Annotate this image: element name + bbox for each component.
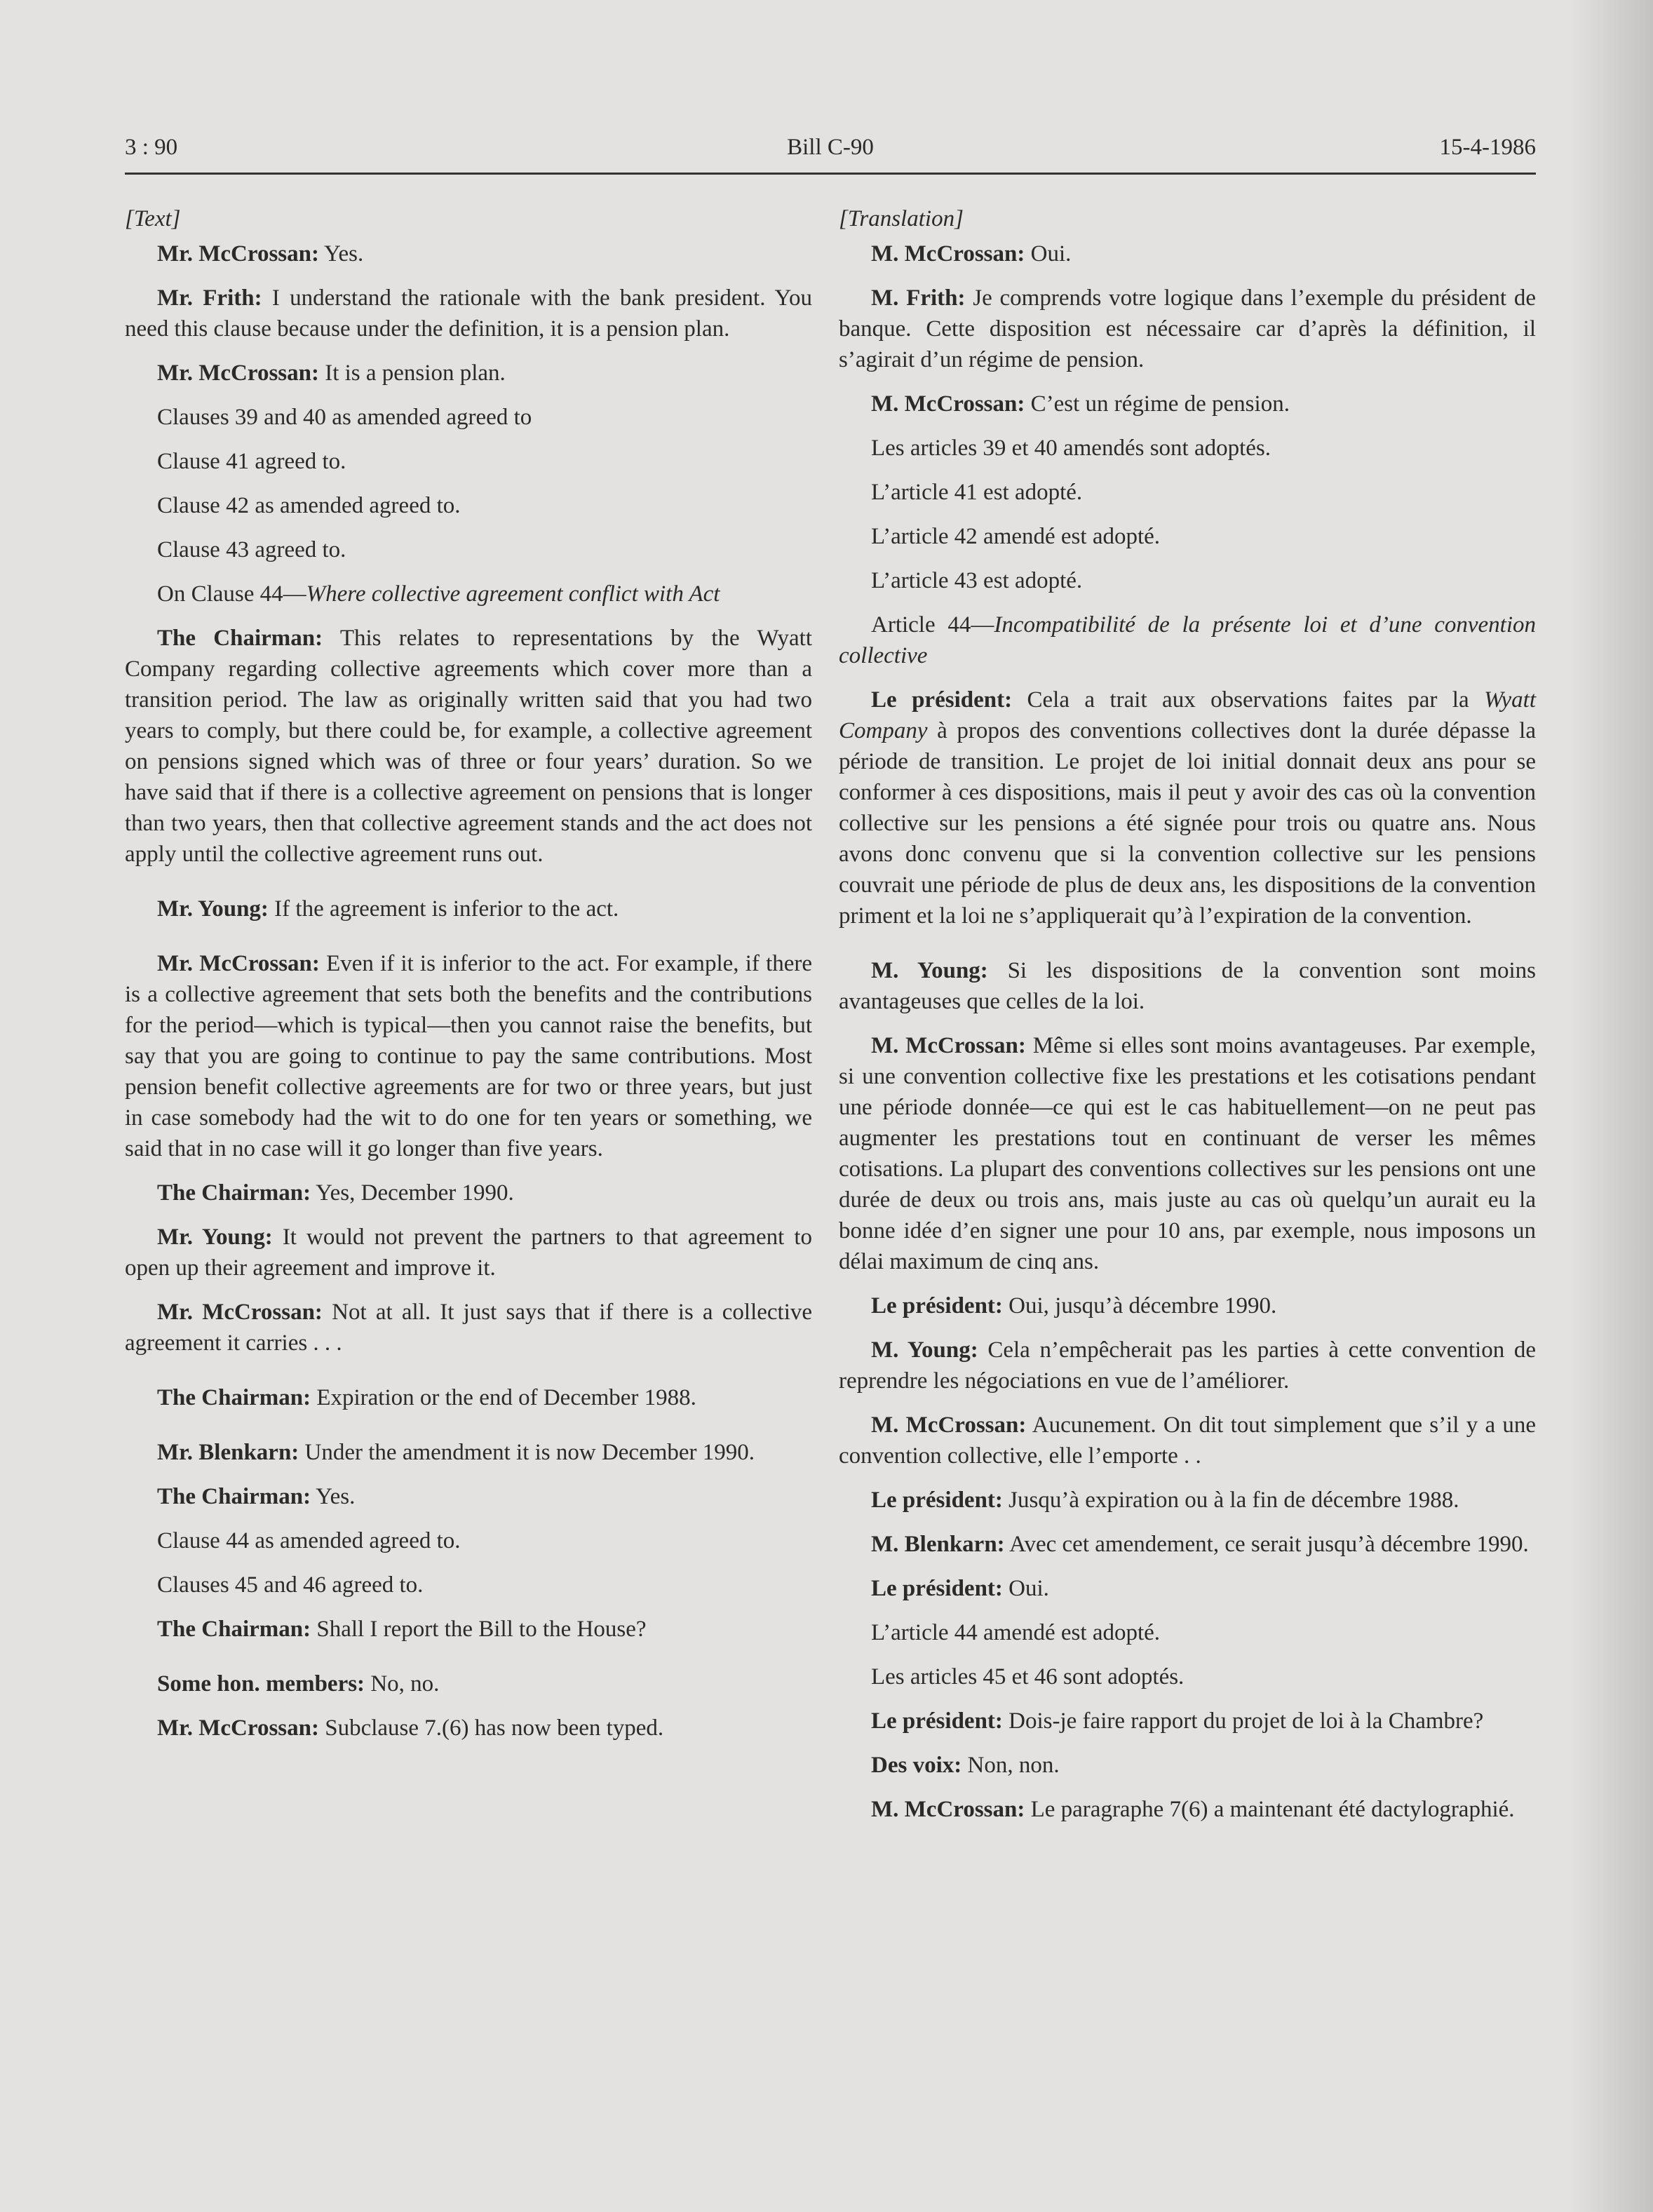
clause-heading bbox=[125, 579, 812, 609]
speaker: Mr. McCrossan: bbox=[157, 1300, 323, 1325]
speech: Cela a trait aux observations faites par la bbox=[1027, 687, 1469, 713]
speech: Under the amendment it is now December 1990. bbox=[304, 1440, 755, 1465]
speaker: M. McCrossan: bbox=[871, 1797, 1025, 1822]
speaker: M. Frith: bbox=[871, 285, 966, 311]
speech: It is a pension plan. bbox=[325, 360, 506, 386]
paragraph bbox=[125, 1382, 812, 1413]
paragraph bbox=[839, 283, 1536, 375]
speaker: Mr. McCrossan: bbox=[157, 1715, 319, 1741]
speech: à propos des conventions collectives dont la durée dépasse la période de transition. Le projet de loi initial donnait deux ans pour se conformer à ces dispositions, mais il peut y avoir des cas où la convention collective sur les pensions a été signée pour trois ou quatre ans. Nous avons donc convenu que si la convention collective sur les pensions couvrait une période de plus de deux ans, les dispositions de la convention priment et la loi ne s’appliquerait qu’à l’expiration de la convention. bbox=[839, 718, 1536, 929]
paragraph bbox=[125, 358, 812, 389]
paragraph bbox=[125, 623, 812, 870]
paragraph bbox=[839, 1030, 1536, 1277]
speech: Yes, December 1990. bbox=[316, 1180, 514, 1206]
header-date: 15-4-1986 bbox=[1439, 135, 1536, 160]
speaker: Mr. Young: bbox=[157, 896, 269, 922]
speaker: M. Blenkarn: bbox=[871, 1532, 1005, 1557]
speech: Dois-je faire rapport du projet de loi à la Chambre? bbox=[1008, 1708, 1484, 1734]
speech: C’est un régime de pension. bbox=[1030, 391, 1290, 417]
paragraph bbox=[125, 283, 812, 344]
paragraph bbox=[839, 1335, 1536, 1396]
proceeding-note: Clause 44 as amended agreed to. bbox=[157, 1528, 461, 1553]
bill-title: Bill C-90 bbox=[787, 135, 874, 160]
paragraph bbox=[839, 955, 1536, 1017]
speaker: Mr. Frith: bbox=[157, 285, 262, 311]
proceeding-note: Clause 43 agreed to. bbox=[157, 537, 346, 562]
speaker: M. Young: bbox=[871, 958, 988, 983]
speech: I understand the rationale with the bank president. You need this clause because under the definition, it is a pension plan. bbox=[125, 285, 812, 342]
french-column bbox=[839, 203, 1536, 1838]
speaker: M. McCrossan: bbox=[871, 1412, 1027, 1438]
proceeding-note: Les articles 39 et 40 amendés sont adoptés. bbox=[871, 436, 1271, 461]
paragraph bbox=[839, 389, 1536, 419]
speaker: Mr. Blenkarn: bbox=[157, 1440, 299, 1465]
speech: Subclause 7.(6) has now been typed. bbox=[325, 1715, 664, 1741]
speaker: Le président: bbox=[871, 1293, 1003, 1319]
speech: This relates to representations by the Wyatt Company regarding collective agreements which cover more than a transition period. The law as originally written said that you had two years to comply, but there could be, for example, a collective agreement on pensions signed which was of three or four years’ duration. So we have said that if there is a collective agreement on pensions that is longer than two years, then that collective agreement stands and the act does not apply until the collective agreement runs out. bbox=[125, 626, 813, 867]
paragraph bbox=[125, 1713, 812, 1744]
proceeding-note: L’article 43 est adopté. bbox=[871, 568, 1083, 593]
speech: Not at all. It just says that if there is a collective agreement it carries . . . bbox=[125, 1300, 813, 1356]
company-name: Wyatt Company bbox=[839, 687, 1537, 743]
paragraph bbox=[125, 1614, 812, 1645]
speech: Jusqu’à expiration ou à la fin de décembre 1988. bbox=[1008, 1488, 1459, 1513]
paragraph bbox=[125, 1297, 812, 1358]
speaker: The Chairman: bbox=[157, 1180, 311, 1206]
speech: Oui. bbox=[1030, 241, 1072, 267]
page-header bbox=[125, 132, 1536, 175]
speaker: Mr. Young: bbox=[157, 1225, 273, 1250]
clause-prefix: On Clause 44— bbox=[157, 581, 306, 607]
speaker: M. McCrossan: bbox=[871, 241, 1025, 267]
speech: Oui. bbox=[1008, 1576, 1049, 1601]
english-column bbox=[125, 203, 812, 1757]
speech: Shall I report the Bill to the House? bbox=[316, 1617, 647, 1642]
speaker: Some hon. members: bbox=[157, 1671, 365, 1697]
clause-heading bbox=[839, 609, 1536, 671]
speaker: M. Young: bbox=[871, 1337, 978, 1363]
proceeding-note: Clause 42 as amended agreed to. bbox=[157, 493, 461, 518]
paragraph bbox=[125, 1222, 812, 1283]
paragraph bbox=[125, 1481, 812, 1512]
paragraph bbox=[125, 1668, 812, 1699]
page-number: 3 : 90 bbox=[125, 135, 178, 160]
speech: Non, non. bbox=[967, 1753, 1060, 1778]
speech: Cela n’empêcherait pas les parties à cette convention de reprendre les négociations en vue de l’améliorer. bbox=[839, 1337, 1536, 1394]
proceeding-note: Clause 41 agreed to. bbox=[157, 449, 346, 474]
paragraph bbox=[839, 238, 1536, 269]
speaker: Mr. McCrossan: bbox=[157, 360, 319, 386]
speaker: Mr. McCrossan: bbox=[157, 951, 320, 976]
paragraph bbox=[839, 1485, 1536, 1516]
paragraph bbox=[125, 1437, 812, 1468]
speech: If the agreement is inferior to the act. bbox=[274, 896, 619, 922]
speaker: Le président: bbox=[871, 687, 1013, 713]
speech: Even if it is inferior to the act. For example, if there is a collective agreement that sets both the benefits and the contributions for the period—which is typical—then you cannot raise the benefits, but say that you are going to continue to pay the same contributions. Most pension benefit collective agreements are for two or three years, but just in case somebody had the wit to do one for ten years or something, we said that in no case will it go longer than five years. bbox=[125, 951, 813, 1161]
speaker: M. McCrossan: bbox=[871, 391, 1025, 417]
speech: Avec cet amendement, ce serait jusqu’à décembre 1990. bbox=[1009, 1532, 1529, 1557]
speech: Même si elles sont moins avantageuses. Par exemple, si une convention collective fixe les prestations et les cotisations pendant une période donnée—ce qui est le cas habituellement—on ne peut pas augmenter les prestations tout en continuant de verser les mêmes cotisations. La plupart des conventions collectives sur les pensions ont une durée de deux ou trois ans, mais juste au cas où quelqu’un aurait eu la bonne idée d’en signer une pour 10 ans, par exemple, nous imposons un délai maximum de cinq ans. bbox=[839, 1033, 1537, 1274]
speaker: Mr. McCrossan: bbox=[157, 241, 319, 267]
paragraph bbox=[839, 1794, 1536, 1825]
speech: Si les dispositions de la convention sont moins avantageuses que celles de la loi. bbox=[839, 958, 1536, 1014]
paragraph bbox=[839, 1750, 1536, 1781]
paragraph bbox=[125, 238, 812, 269]
speaker: The Chairman: bbox=[157, 626, 323, 651]
proceeding-note: L’article 42 amendé est adopté. bbox=[871, 524, 1161, 549]
proceeding-note: L’article 41 est adopté. bbox=[871, 480, 1083, 505]
speaker: Le président: bbox=[871, 1708, 1003, 1734]
speaker: The Chairman: bbox=[157, 1484, 311, 1509]
speech: Le paragraphe 7(6) a maintenant été dactylographié. bbox=[1030, 1797, 1515, 1822]
speech: Yes. bbox=[316, 1484, 356, 1509]
speaker: The Chairman: bbox=[157, 1385, 311, 1410]
speaker: Le président: bbox=[871, 1576, 1003, 1601]
speaker: Des voix: bbox=[871, 1753, 962, 1778]
clause-prefix: Article 44— bbox=[871, 612, 994, 638]
paragraph bbox=[125, 948, 812, 1164]
proceeding-note: L’article 44 amendé est adopté. bbox=[871, 1620, 1161, 1645]
speech: No, no. bbox=[370, 1671, 440, 1697]
speech: Je comprends votre logique dans l’exemple du président de banque. Cette disposition est nécessaire car d’après la définition, il s’agirait d’un régime de pension. bbox=[839, 285, 1537, 372]
clause-title: Incompatibilité de la présente loi et d’une convention collective bbox=[839, 612, 1536, 668]
paragraph bbox=[839, 684, 1536, 931]
proceeding-note: Clauses 39 and 40 as amended agreed to bbox=[157, 405, 532, 430]
speaker: M. McCrossan: bbox=[871, 1033, 1026, 1058]
text-tag: [Text] bbox=[125, 206, 181, 231]
clause-title: Where collective agreement conflict with Act bbox=[306, 581, 720, 607]
speech: Oui, jusqu’à décembre 1990. bbox=[1008, 1293, 1277, 1319]
speaker: The Chairman: bbox=[157, 1617, 311, 1642]
paragraph bbox=[839, 1573, 1536, 1604]
paragraph bbox=[125, 1178, 812, 1208]
proceeding-note: Les articles 45 et 46 sont adoptés. bbox=[871, 1664, 1185, 1690]
translation-tag: [Translation] bbox=[839, 206, 964, 231]
speech: Yes. bbox=[324, 241, 364, 267]
speech: Aucunement. On dit tout simplement que s’il y a une convention collective, elle l’emporte . . bbox=[839, 1412, 1536, 1469]
paragraph bbox=[839, 1706, 1536, 1736]
paragraph bbox=[839, 1290, 1536, 1321]
speech: Expiration or the end of December 1988. bbox=[316, 1385, 696, 1410]
paragraph bbox=[839, 1529, 1536, 1560]
speech: It would not prevent the partners to that agreement to open up their agreement and improve it. bbox=[125, 1225, 812, 1281]
proceeding-note: Clauses 45 and 46 agreed to. bbox=[157, 1572, 424, 1598]
speaker: Le président: bbox=[871, 1488, 1003, 1513]
paragraph bbox=[839, 1410, 1536, 1471]
paragraph bbox=[125, 893, 812, 924]
